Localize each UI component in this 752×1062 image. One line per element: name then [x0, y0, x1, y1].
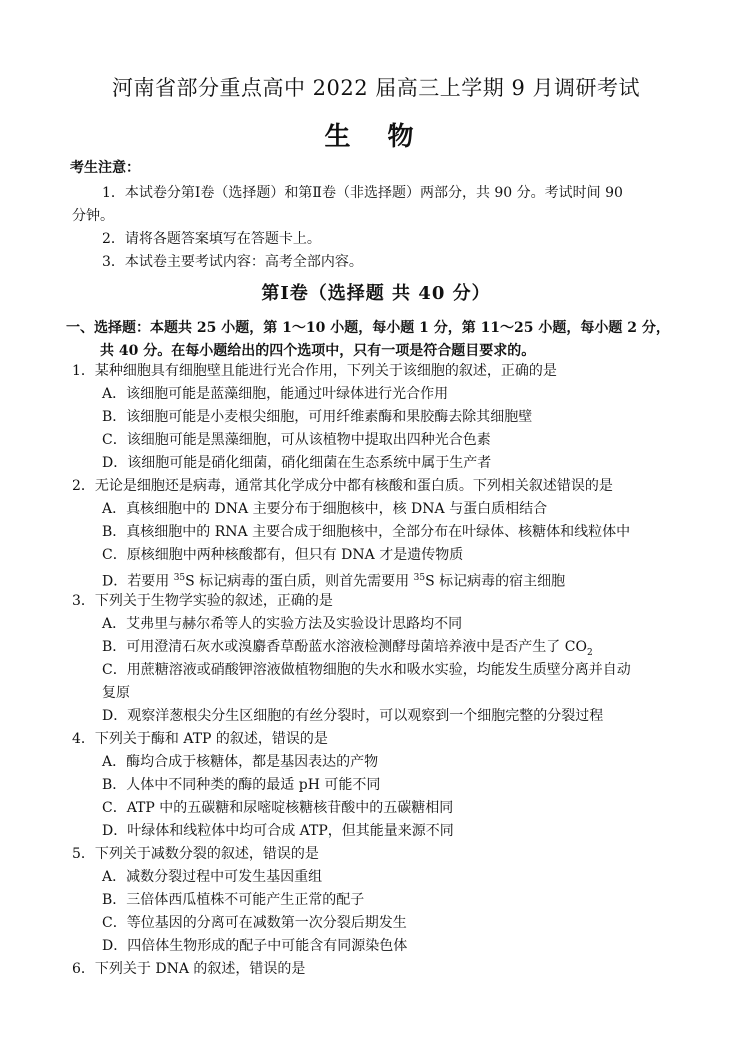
- notice-item-2: 2．请将各题答案填写在答题卡上。: [102, 231, 321, 247]
- question-3-stem: 3．下列关于生物学实验的叙述，正确的是: [72, 593, 333, 609]
- isotope-superscript: 35: [173, 573, 186, 583]
- question-4-option-b: B．人体中不同种类的酶的最适 pH 可能不同: [102, 777, 381, 793]
- question-4-stem: 4．下列关于酶和 ATP 的叙述，错误的是: [72, 731, 328, 747]
- question-1-option-a: A．该细胞可能是蓝藻细胞，能通过叶绿体进行光合作用: [102, 386, 449, 402]
- part-title: 第Ⅰ卷（选择题 共 40 分）: [261, 283, 491, 304]
- question-2-option-b: B．真核细胞中的 RNA 主要合成于细胞核中，全部分布在叶绿体、核糖体和线粒体中: [102, 524, 631, 540]
- question-3-option-a: A．艾弗里与赫尔希等人的实验方法及实验设计思路均不同: [102, 616, 463, 632]
- exam-title: 河南省部分重点高中 2022 届高三上学期 9 月调研考试: [111, 76, 640, 100]
- notice-heading: 考生注意：: [70, 160, 140, 176]
- question-2-option-c: C．原核细胞中两种核酸都有，但只有 DNA 才是遗传物质: [102, 547, 464, 563]
- question-6-stem: 6．下列关于 DNA 的叙述，错误的是: [72, 961, 306, 977]
- question-2-option-d: [102, 569, 565, 591]
- question-4-option-d: D．叶绿体和线粒体中均可合成 ATP，但其能量来源不同: [102, 823, 454, 839]
- question-5-stem: 5．下列关于减数分裂的叙述，错误的是: [72, 846, 319, 862]
- question-3-option-d: D．观察洋葱根尖分生区细胞的有丝分裂时，可以观察到一个细胞完整的分裂过程: [102, 708, 604, 724]
- question-4-option-c: C．ATP 中的五碳糖和尿嘧啶核糖核苷酸中的五碳糖相同: [102, 800, 454, 816]
- question-3-option-c-cont: 复原: [102, 685, 130, 701]
- subject-title: 生 物: [324, 122, 428, 152]
- section-instructions: 一、选择题：本题共 25 小题，第 1～10 小题，每小题 1 分，第 11～25 小题，每小题 2 分，: [66, 320, 670, 336]
- isotope-superscript: 35: [413, 573, 426, 583]
- question-2-option-d-part1: D．若要用: [102, 573, 174, 590]
- question-3-option-b: [102, 638, 593, 662]
- subscript: 2: [586, 647, 593, 658]
- question-2-option-a: A．真核细胞中的 DNA 主要分布于细胞核中，核 DNA 与蛋白质相结合: [102, 501, 548, 517]
- question-4-option-a: A．酶均合成于核糖体，都是基因表达的产物: [102, 754, 379, 770]
- notice-item-1: 1．本试卷分第Ⅰ卷（选择题）和第Ⅱ卷（非选择题）两部分，共 90 分。考试时间 90: [102, 185, 623, 201]
- question-3-option-c: C．用蔗糖溶液或硝酸钾溶液做植物细胞的失水和吸水实验，均能发生质壁分离并自动: [102, 662, 631, 678]
- question-5-option-a: A．减数分裂过程中可发生基因重组: [102, 869, 323, 885]
- question-2-option-d-part3: S 标记病毒的宿主细胞: [425, 573, 566, 590]
- question-3-option-b-text: B．可用澄清石灰水或溴麝香草酚蓝水溶液检测酵母菌培养液中是否产生了 CO: [102, 639, 587, 655]
- question-5-option-b: B．三倍体西瓜植株不可能产生正常的配子: [102, 892, 365, 908]
- question-1-option-d: D．该细胞可能是硝化细菌，硝化细菌在生态系统中属于生产者: [102, 455, 492, 471]
- question-1-option-b: B．该细胞可能是小麦根尖细胞，可用纤维素酶和果胶酶去除其细胞壁: [102, 409, 533, 425]
- notice-item-1-cont: 分钟。: [72, 208, 114, 224]
- question-1-option-c: C．该细胞可能是黑藻细胞，可从该植物中提取出四种光合色素: [102, 432, 491, 448]
- question-2-stem: 2．无论是细胞还是病毒，通常其化学成分中都有核酸和蛋白质。下列相关叙述错误的是: [72, 478, 613, 494]
- section-instructions-cont: 共 40 分。在每小题给出的四个选项中，只有一项是符合题目要求的。: [100, 343, 536, 359]
- question-1-stem: 1．某种细胞具有细胞壁且能进行光合作用，下列关于该细胞的叙述，正确的是: [72, 363, 557, 379]
- question-2-option-d-part2: S 标记病毒的蛋白质，则首先需要用: [185, 573, 414, 590]
- question-5-option-d: D．四倍体生物形成的配子中可能含有同源染色体: [102, 938, 408, 954]
- notice-item-3: 3．本试卷主要考试内容：高考全部内容。: [102, 254, 363, 270]
- question-5-option-c: C．等位基因的分离可在减数第一次分裂后期发生: [102, 915, 407, 931]
